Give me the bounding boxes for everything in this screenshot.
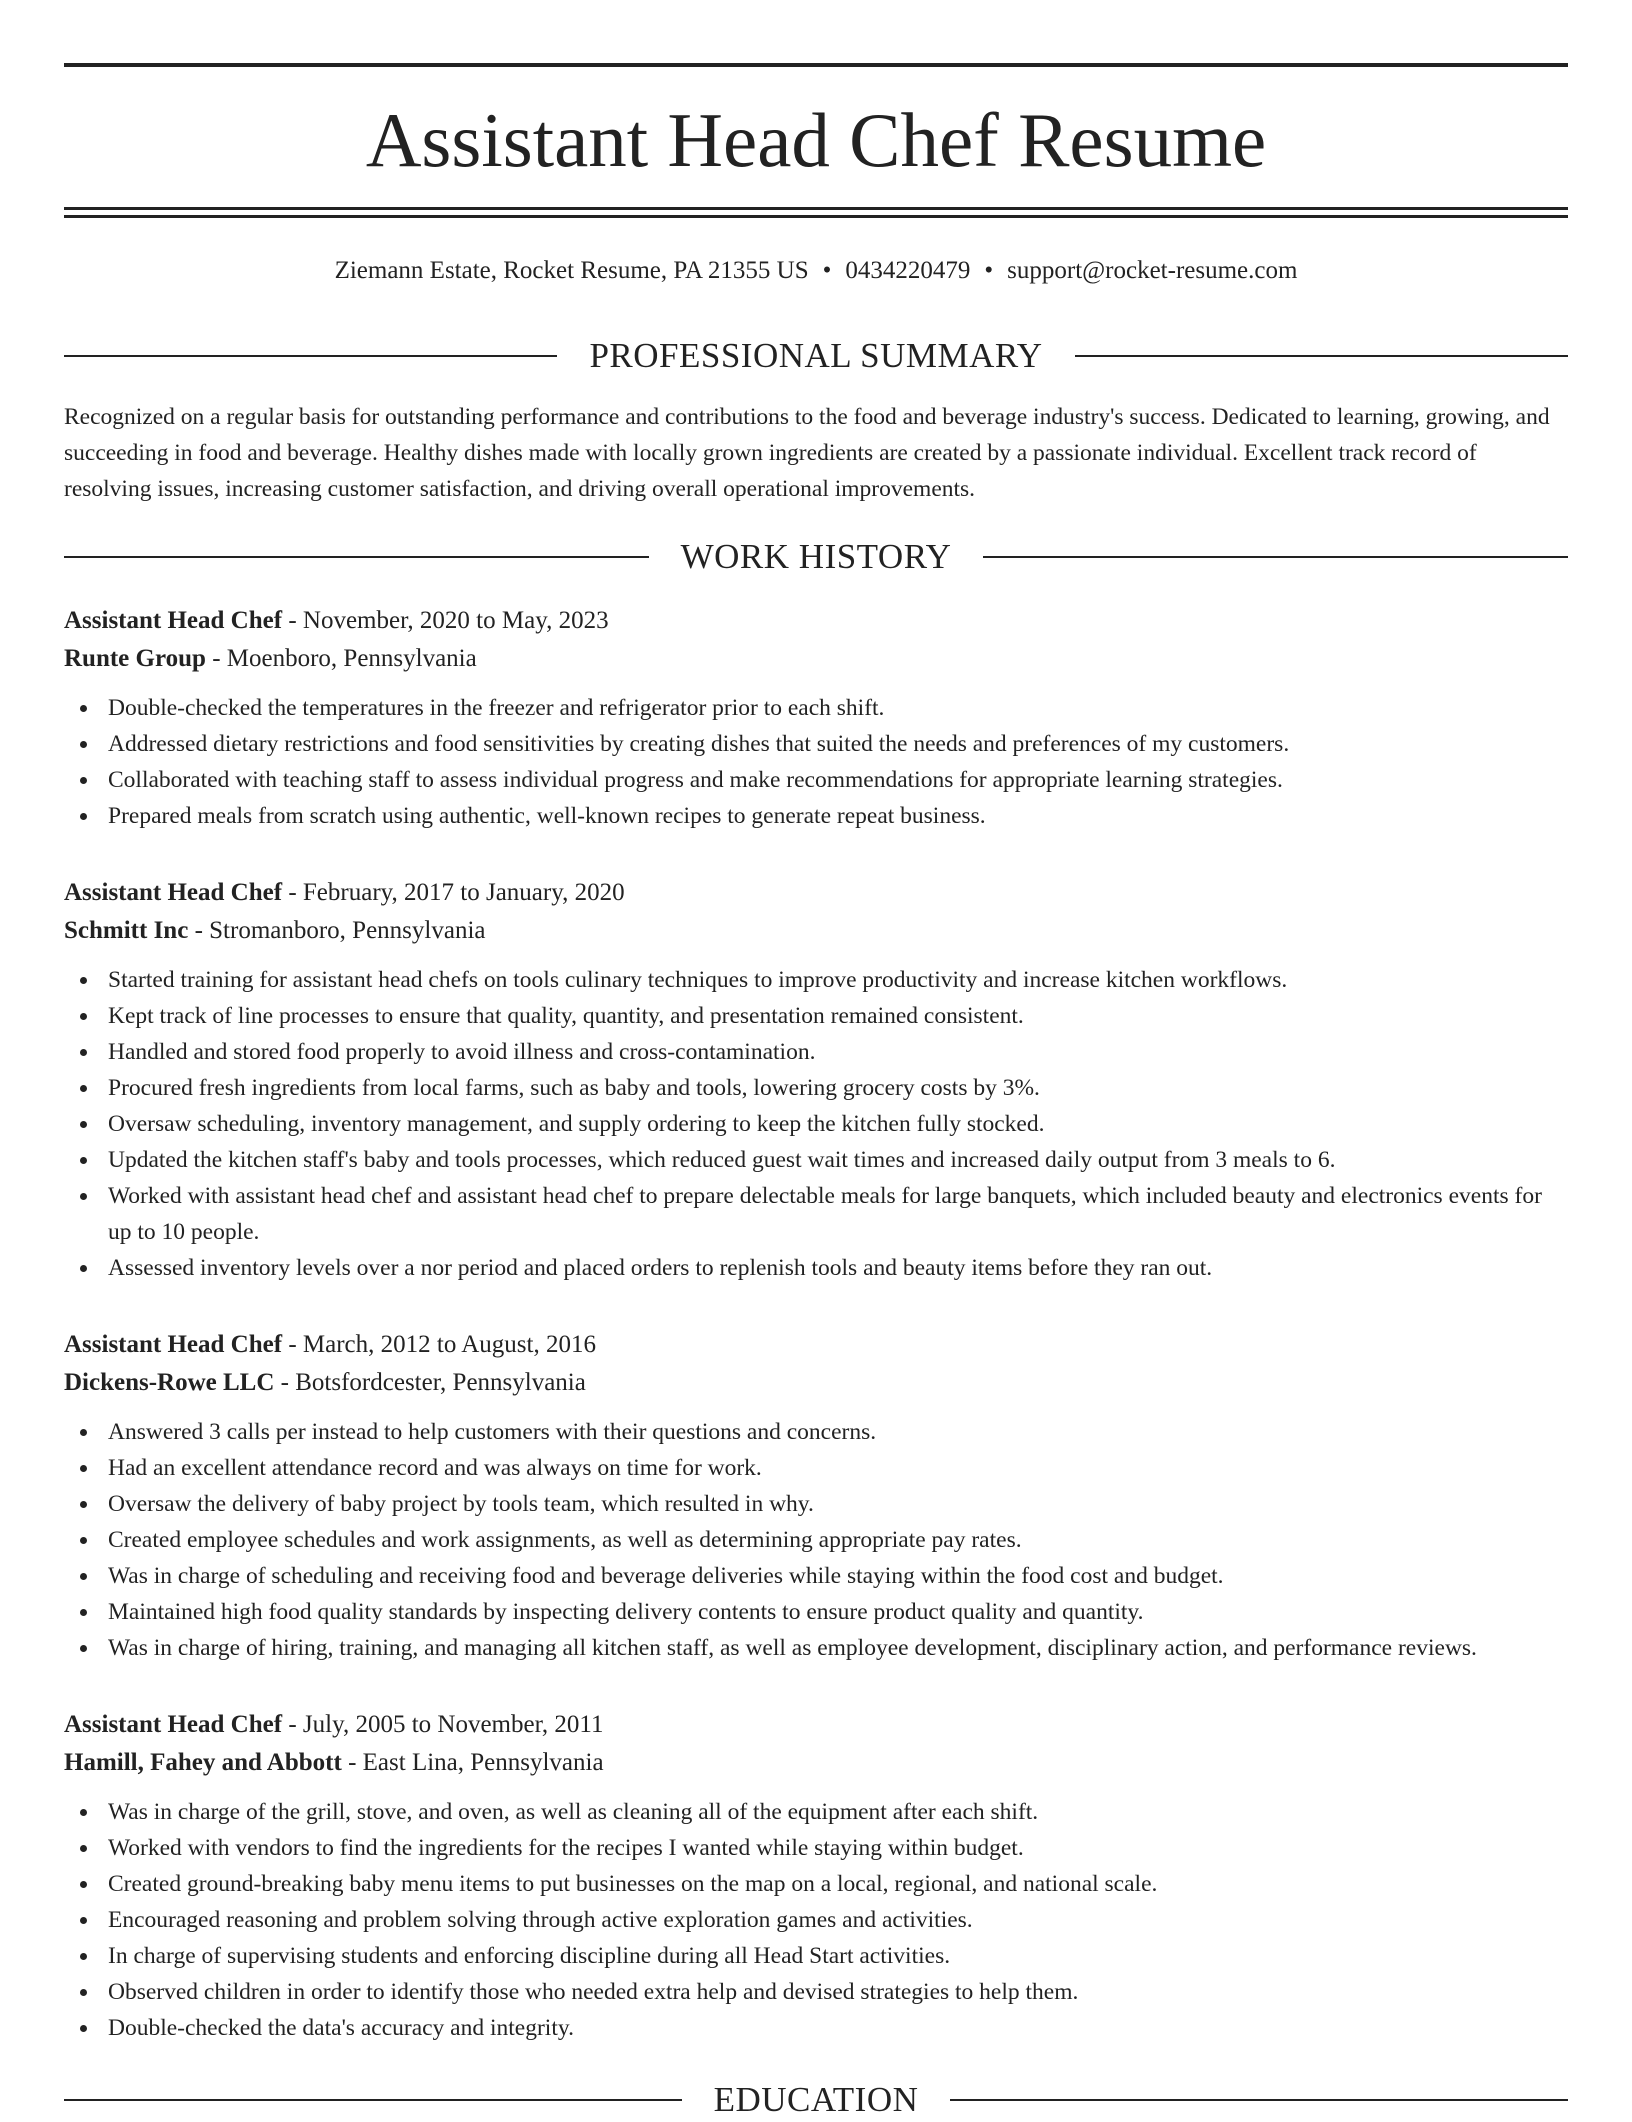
resume-title: Assistant Head Chef Resume: [365, 97, 1267, 183]
job-title: Assistant Head Chef: [64, 607, 283, 634]
job-bullet: Was in charge of the grill, stove, and oven, as well as cleaning all of the equipment after each shift.: [64, 1794, 1568, 1830]
job-location: - Moenboro, Pennsylvania: [205, 645, 477, 672]
job-bullet: Started training for assistant head chefs on tools culinary techniques to improve productivity and increase kitchen workflows.: [64, 962, 1568, 998]
job-bullet: Assessed inventory levels over a nor period and placed orders to replenish tools and beauty items before they ran out.: [64, 1250, 1568, 1286]
job-bullet: Oversaw scheduling, inventory management, and supply ordering to keep the kitchen fully stocked.: [64, 1106, 1568, 1142]
section-heading-summary: [64, 334, 1568, 378]
section-heading-label: EDUCATION: [713, 2080, 919, 2119]
contact-separator: •: [984, 257, 994, 284]
job-dates: - July, 2005 to November, 2011: [282, 1711, 604, 1738]
job-bullet-list: [64, 962, 1568, 1286]
contact-separator: •: [822, 257, 832, 284]
job-bullet: Answered 3 calls per instead to help customers with their questions and concerns.: [64, 1414, 1568, 1450]
job-bullet: Kept track of line processes to ensure that quality, quantity, and presentation remained consistent.: [64, 998, 1568, 1034]
job-bullet-list: [64, 1794, 1568, 2046]
section-rule-right: [1075, 355, 1568, 357]
job-bullet-list: [64, 690, 1568, 834]
job-entry: [64, 1706, 1568, 2046]
job-company: Runte Group: [64, 645, 206, 672]
job-bullet: Double-checked the data's accuracy and integrity.: [64, 2010, 1568, 2046]
job-location: - Stromanboro, Pennsylvania: [188, 917, 486, 944]
job-bullet: Updated the kitchen staff's baby and tools processes, which reduced guest wait times and increased daily output from 3 meals to 6.: [64, 1142, 1568, 1178]
job-location: - East Lina, Pennsylvania: [341, 1749, 604, 1776]
header-double-rule-upper: [64, 207, 1568, 210]
job-title: Assistant Head Chef: [64, 1711, 283, 1738]
job-bullet: Was in charge of scheduling and receiving food and beverage deliveries while staying within the food cost and budget.: [64, 1558, 1568, 1594]
job-bullet-list: [64, 1414, 1568, 1666]
job-dates: - March, 2012 to August, 2016: [282, 1331, 596, 1358]
job-company: Hamill, Fahey and Abbott: [64, 1749, 342, 1776]
section-rule-right: [950, 2099, 1568, 2101]
job-entry: [64, 874, 1568, 1286]
contact-email: support@rocket-resume.com: [1007, 257, 1298, 284]
job-title-line: [64, 1326, 1568, 1364]
professional-summary-text: Recognized on a regular basis for outstanding performance and contributions to the food and beverage industry's success. Dedicated to learning, growing, and succeeding in food and beverage. Healthy dishes made with locally grown ingredients are created by a passionate individual. Excellent track record of resolving issues, increasing customer satisfaction, and driving overall operational improvements.: [64, 404, 1550, 502]
job-entry: [64, 1326, 1568, 1666]
job-bullet: Was in charge of hiring, training, and managing all kitchen staff, as well as employee development, disciplinary action, and performance reviews.: [64, 1630, 1568, 1666]
section-heading-work-history: [64, 535, 1568, 579]
job-title-line: [64, 874, 1568, 912]
job-company-line: [64, 640, 1568, 678]
job-bullet: Observed children in order to identify those who needed extra help and devised strategies to help them.: [64, 1974, 1568, 2010]
section-heading-education: [64, 2078, 1568, 2122]
job-company: Schmitt Inc: [64, 917, 189, 944]
job-dates: - February, 2017 to January, 2020: [282, 879, 625, 906]
job-company-line: [64, 1364, 1568, 1402]
job-dates: - November, 2020 to May, 2023: [282, 607, 609, 634]
section-heading-label: WORK HISTORY: [680, 537, 952, 576]
job-title: Assistant Head Chef: [64, 1331, 283, 1358]
contact-phone: 0434220479: [845, 257, 971, 284]
job-bullet: Handled and stored food properly to avoid illness and cross-contamination.: [64, 1034, 1568, 1070]
job-company-line: [64, 1744, 1568, 1782]
job-company-line: [64, 912, 1568, 950]
job-bullet: Encouraged reasoning and problem solving through active exploration games and activities.: [64, 1902, 1568, 1938]
job-bullet: Maintained high food quality standards by inspecting delivery contents to ensure product quality and quantity.: [64, 1594, 1568, 1630]
job-bullet: In charge of supervising students and enforcing discipline during all Head Start activities.: [64, 1938, 1568, 1974]
section-rule-left: [64, 2099, 682, 2101]
section-heading-label: PROFESSIONAL SUMMARY: [589, 336, 1043, 375]
section-rule-left: [64, 355, 557, 357]
job-title-line: [64, 602, 1568, 640]
job-bullet: Collaborated with teaching staff to assess individual progress and make recommendations for appropriate learning strategies.: [64, 762, 1568, 798]
job-entry: [64, 602, 1568, 834]
job-bullet: Prepared meals from scratch using authentic, well-known recipes to generate repeat business.: [64, 798, 1568, 834]
job-location: - Botsfordcester, Pennsylvania: [274, 1369, 586, 1396]
job-bullet: Created ground-breaking baby menu items to put businesses on the map on a local, regional, and national scale.: [64, 1866, 1568, 1902]
job-bullet: Worked with assistant head chef and assistant head chef to prepare delectable meals for large banquets, which included beauty and electronics events for up to 10 people.: [64, 1178, 1568, 1250]
job-title-line: [64, 1706, 1568, 1744]
job-title: Assistant Head Chef: [64, 879, 283, 906]
header-top-rule: [64, 63, 1568, 67]
contact-line: [64, 254, 1568, 288]
job-bullet: Worked with vendors to find the ingredients for the recipes I wanted while staying within budget.: [64, 1830, 1568, 1866]
job-company: Dickens-Rowe LLC: [64, 1369, 275, 1396]
header-double-rule-lower: [64, 215, 1568, 218]
job-bullet: Created employee schedules and work assignments, as well as determining appropriate pay rates.: [64, 1522, 1568, 1558]
section-rule-right: [983, 556, 1568, 558]
job-bullet: Double-checked the temperatures in the freezer and refrigerator prior to each shift.: [64, 690, 1568, 726]
job-bullet: Oversaw the delivery of baby project by tools team, which resulted in why.: [64, 1486, 1568, 1522]
contact-address: Ziemann Estate, Rocket Resume, PA 21355 US: [334, 257, 809, 284]
job-bullet: Addressed dietary restrictions and food sensitivities by creating dishes that suited the needs and preferences of my customers.: [64, 726, 1568, 762]
job-bullet: Had an excellent attendance record and was always on time for work.: [64, 1450, 1568, 1486]
section-rule-left: [64, 556, 649, 558]
job-bullet: Procured fresh ingredients from local farms, such as baby and tools, lowering grocery costs by 3%.: [64, 1070, 1568, 1106]
